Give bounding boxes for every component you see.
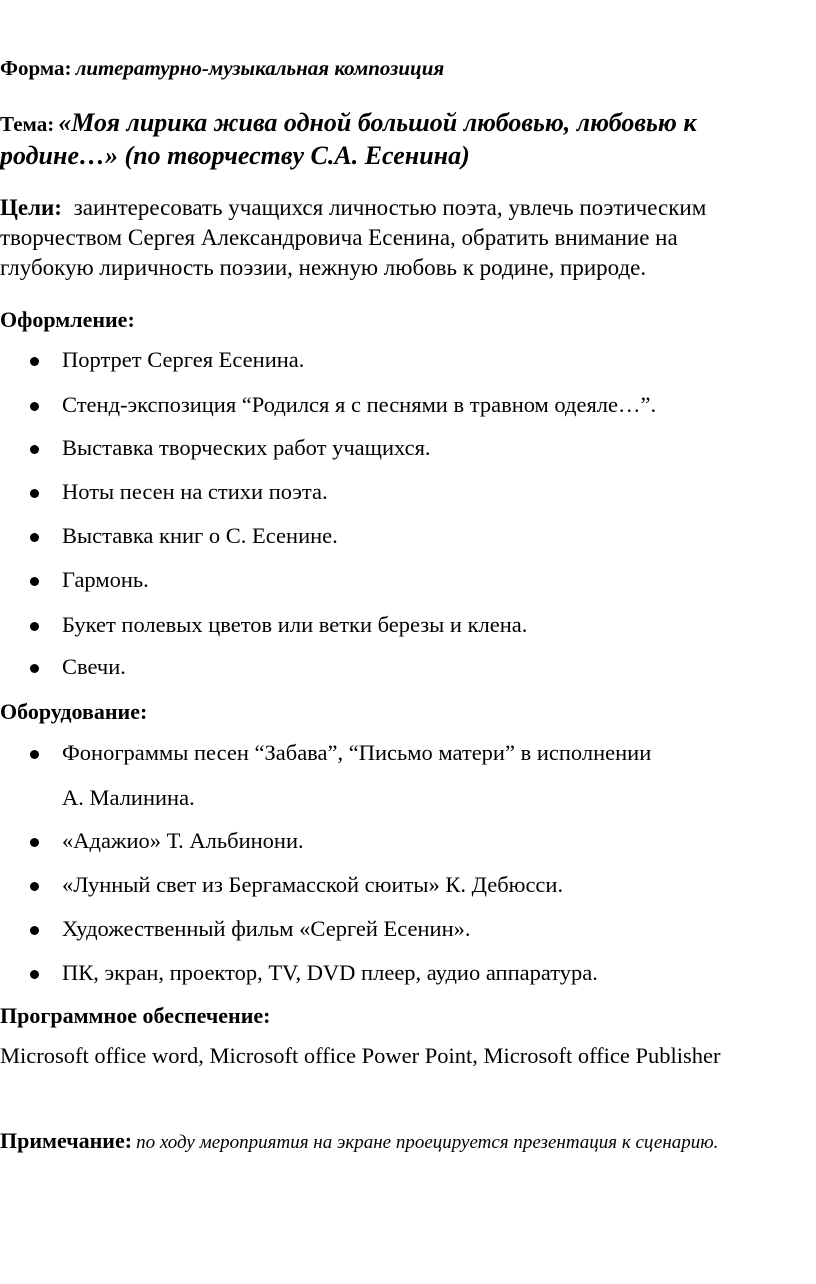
programmnoe-heading: Программное обеспечение:	[0, 1003, 271, 1028]
list-item-text: Художественный фильм «Сергей Есенин».	[62, 916, 471, 941]
list-item-text: Ноты песен на стихи поэта.	[62, 479, 328, 504]
forma-label: Форма:	[0, 56, 72, 80]
bullet-icon	[30, 882, 39, 891]
bullet-icon	[30, 622, 39, 631]
bullet-icon	[30, 489, 39, 498]
list-item-text: «Адажио» Т. Альбинони.	[62, 828, 304, 853]
tema-value-line-1: «Моя лирика жива одной большой любовью, любовью к	[58, 108, 697, 137]
list-item-text: Гармонь.	[62, 567, 149, 592]
celi-text-line-1: заинтересовать учащихся личностью поэта, увлечь поэтическим	[73, 195, 707, 220]
bullet-icon	[30, 445, 39, 454]
tema-value-line-2: родине…» (по творчеству С.А. Есенина)	[0, 141, 470, 170]
bullet-icon	[30, 664, 39, 673]
list-item-text: Стенд-экспозиция “Родился я с песнями в травном одеяле…”.	[62, 392, 657, 417]
bullet-icon	[30, 357, 39, 366]
bullet-icon	[30, 533, 39, 542]
forma-value: литературно-музыкальная композиция	[75, 56, 445, 80]
list-item-text: Портрет Сергея Есенина.	[62, 347, 305, 372]
oborudovanie-heading: Оборудование:	[0, 699, 148, 724]
bullet-icon	[30, 970, 39, 979]
list-item-text: Выставка книг о С. Есенине.	[62, 523, 338, 548]
primechanie-line	[0, 1128, 718, 1154]
bullet-icon	[30, 926, 39, 935]
celi-text-line-3: глубокую лиричность поэзии, нежную любовь к родине, природе.	[0, 255, 647, 280]
oformlenie-heading: Оформление:	[0, 307, 135, 332]
list-item-text: «Лунный свет из Бергамасской сюиты» К. Дебюсси.	[62, 872, 564, 897]
celi-line-1	[0, 195, 706, 221]
list-item-text: А. Малинина.	[62, 785, 195, 810]
bullet-icon	[30, 750, 39, 759]
list-item-text: Букет полевых цветов или ветки березы и клена.	[62, 612, 528, 637]
bullet-icon	[30, 838, 39, 847]
forma-line	[0, 56, 444, 81]
list-item-text: ПК, экран, проектор, TV, DVD плеер, аудио аппаратура.	[62, 960, 598, 985]
celi-label: Цели:	[0, 195, 62, 220]
bullet-icon	[30, 402, 39, 411]
programmnoe-value: Microsoft office word, Microsoft office Power Point, Microsoft office Publisher	[0, 1043, 721, 1068]
list-item-text: Свечи.	[62, 654, 126, 679]
tema-label: Тема:	[0, 112, 55, 136]
list-item-text: Выставка творческих работ учащихся.	[62, 435, 431, 460]
primechanie-label: Примечание:	[0, 1128, 133, 1153]
list-item-text: Фонограммы песен “Забава”, “Письмо матери” в исполнении	[62, 740, 652, 765]
tema-line-1	[0, 108, 697, 138]
celi-text-line-2: творчеством Сергея Александровича Есенина, обратить внимание на	[0, 225, 678, 250]
primechanie-value: по ходу мероприятия на экране проецируется презентация к сценарию.	[136, 1132, 719, 1153]
bullet-icon	[30, 577, 39, 586]
